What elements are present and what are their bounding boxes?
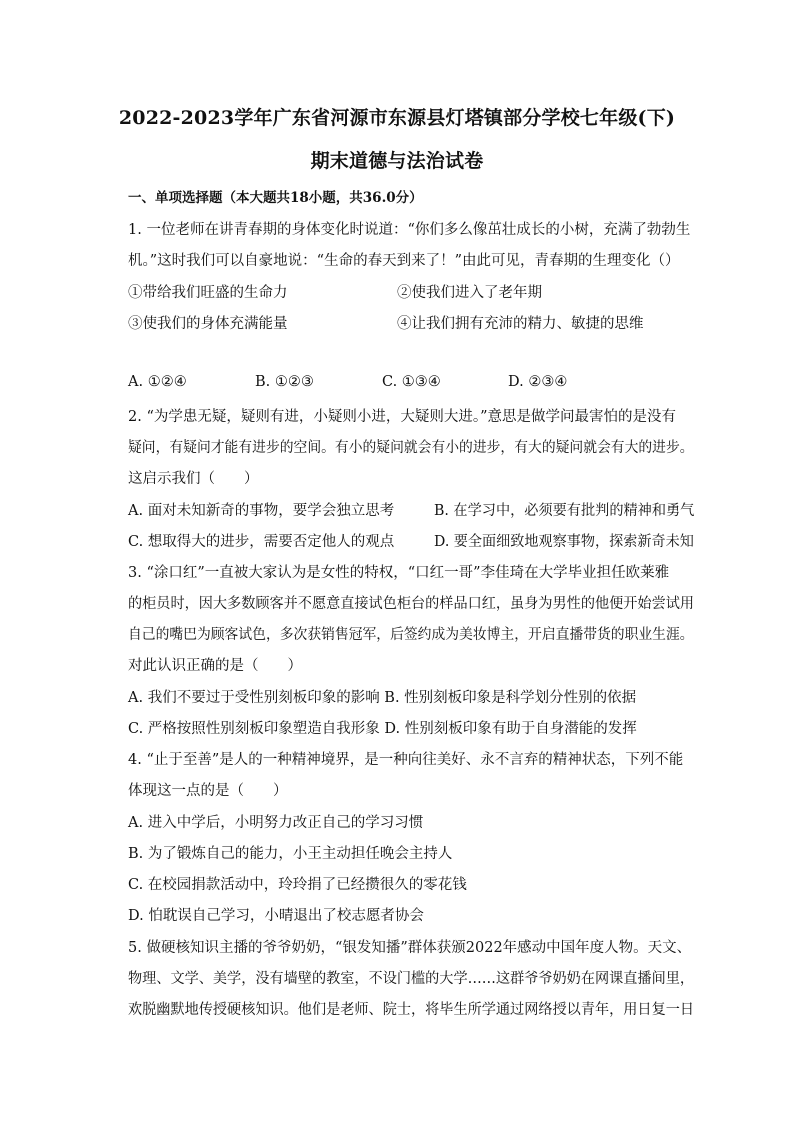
q1-choice-c: C. ①③④ [382,374,441,390]
q3-stem-line-4: 对此认识正确的是（ ） [128,658,302,674]
exam-title-line-2: 期末道德与法治试卷 [310,150,484,172]
q5-stem-line-3: 欢脱幽默地传授硬核知识。他们是老师、院士，将毕生所学通过网络授以青年，用日复一日 [128,1002,695,1018]
q5-stem-line-1: 5. 做硬核知识主播的爷爷奶奶，“银发知播”群体获颁2022年感动中国年度人物。天文、 [128,940,692,956]
q2-stem-line-1: 2. “为学患无疑，疑则有进，小疑则小进，大疑则大进。”意思是做学问最害怕的是没有 [128,409,677,425]
q3-choices-c-d: C. 严格按照性别刻板印象塑造自我形象 D. 性别刻板印象有助于自身潜能的发挥 [128,721,637,737]
q1-stem-line-2: 机。”这时我们可以自豪地说：“生命的春天到来了！”由此可见，青春期的生理变化（） [128,253,680,269]
q4-stem-line-1: 4. “止于至善”是人的一种精神境界，是一种向往美好、永不言弃的精神状态，下列不能 [128,752,684,768]
q4-choice-a: A. 进入中学后，小明努力改正自己的学习习惯 [128,815,424,831]
q3-stem-line-3: 自己的嘴巴为顾客试色，多次获销售冠军，后签约成为美妆博主，开启直播带货的职业生涯。 [128,627,694,643]
exam-title-line-1: 2022-2023学年广东省河源市东源县灯塔镇部分学校七年级(下) [118,107,676,129]
q2-stem-line-3: 这启示我们（ ） [128,471,259,487]
q5-stem-line-2: 物理、文学、美学，没有墙壁的教室，不设门槛的大学……这群爷爷奶奶在网课直播间里， [128,971,695,987]
q1-statement-3: ③使我们的身体充满能量 [128,316,288,332]
q3-stem-line-1: 3. “涂口红”一直被大家认为是女性的特权，“口红一哥”李佳琦在大学毕业担任欧莱雅 [128,565,670,581]
q1-statement-1: ①带给我们旺盛的生命力 [128,285,288,301]
q1-choice-a: A. ①②④ [128,374,187,390]
q3-stem-line-2: 的柜员时，因大多数顾客并不愿意直接试色柜台的样品口红，虽身为男性的他便开始尝试用 [128,596,695,612]
q4-choice-d: D. 怕耽误自己学习，小晴退出了校志愿者协会 [128,908,424,924]
q2-choice-b: B. 在学习中，必须要有批判的精神和勇气 [434,503,695,519]
q1-statement-4: ④让我们拥有充沛的精力、敏捷的思维 [397,316,644,332]
q2-choice-c: C. 想取得大的进步，需要否定他人的观点 [128,534,395,550]
q2-choice-d: D. 要全面细致地观察事物，探索新奇未知 [434,534,694,550]
section-heading-single-choice: 一、单项选择题（本大题共18小题，共36.0分） [128,190,423,206]
q2-choice-a: A. 面对未知新奇的事物，要学会独立思考 [128,503,395,519]
q1-statement-2: ②使我们进入了老年期 [397,285,542,301]
q4-choice-c: C. 在校园捐款活动中，玲玲捐了已经攒很久的零花钱 [128,877,467,893]
q4-choice-b: B. 为了锻炼自己的能力，小王主动担任晚会主持人 [128,846,453,862]
q2-stem-line-2: 疑问，有疑问才能有进步的空间。有小的疑问就会有小的进步，有大的疑问就会有大的进步。 [128,440,694,456]
q1-choice-d: D. ②③④ [508,374,568,390]
q1-choice-b: B. ①②③ [255,374,314,390]
q1-stem-line-1: 1. 一位老师在讲青春期的身体变化时说道：“你们多么像茁壮成长的小树，充满了勃勃生 [128,222,691,238]
q3-choices-a-b: A. 我们不要过于受性别刻板印象的影响 B. 性别刻板印象是科学划分性别的依据 [128,690,637,706]
q4-stem-line-2: 体现这一点的是（ ） [128,783,288,799]
